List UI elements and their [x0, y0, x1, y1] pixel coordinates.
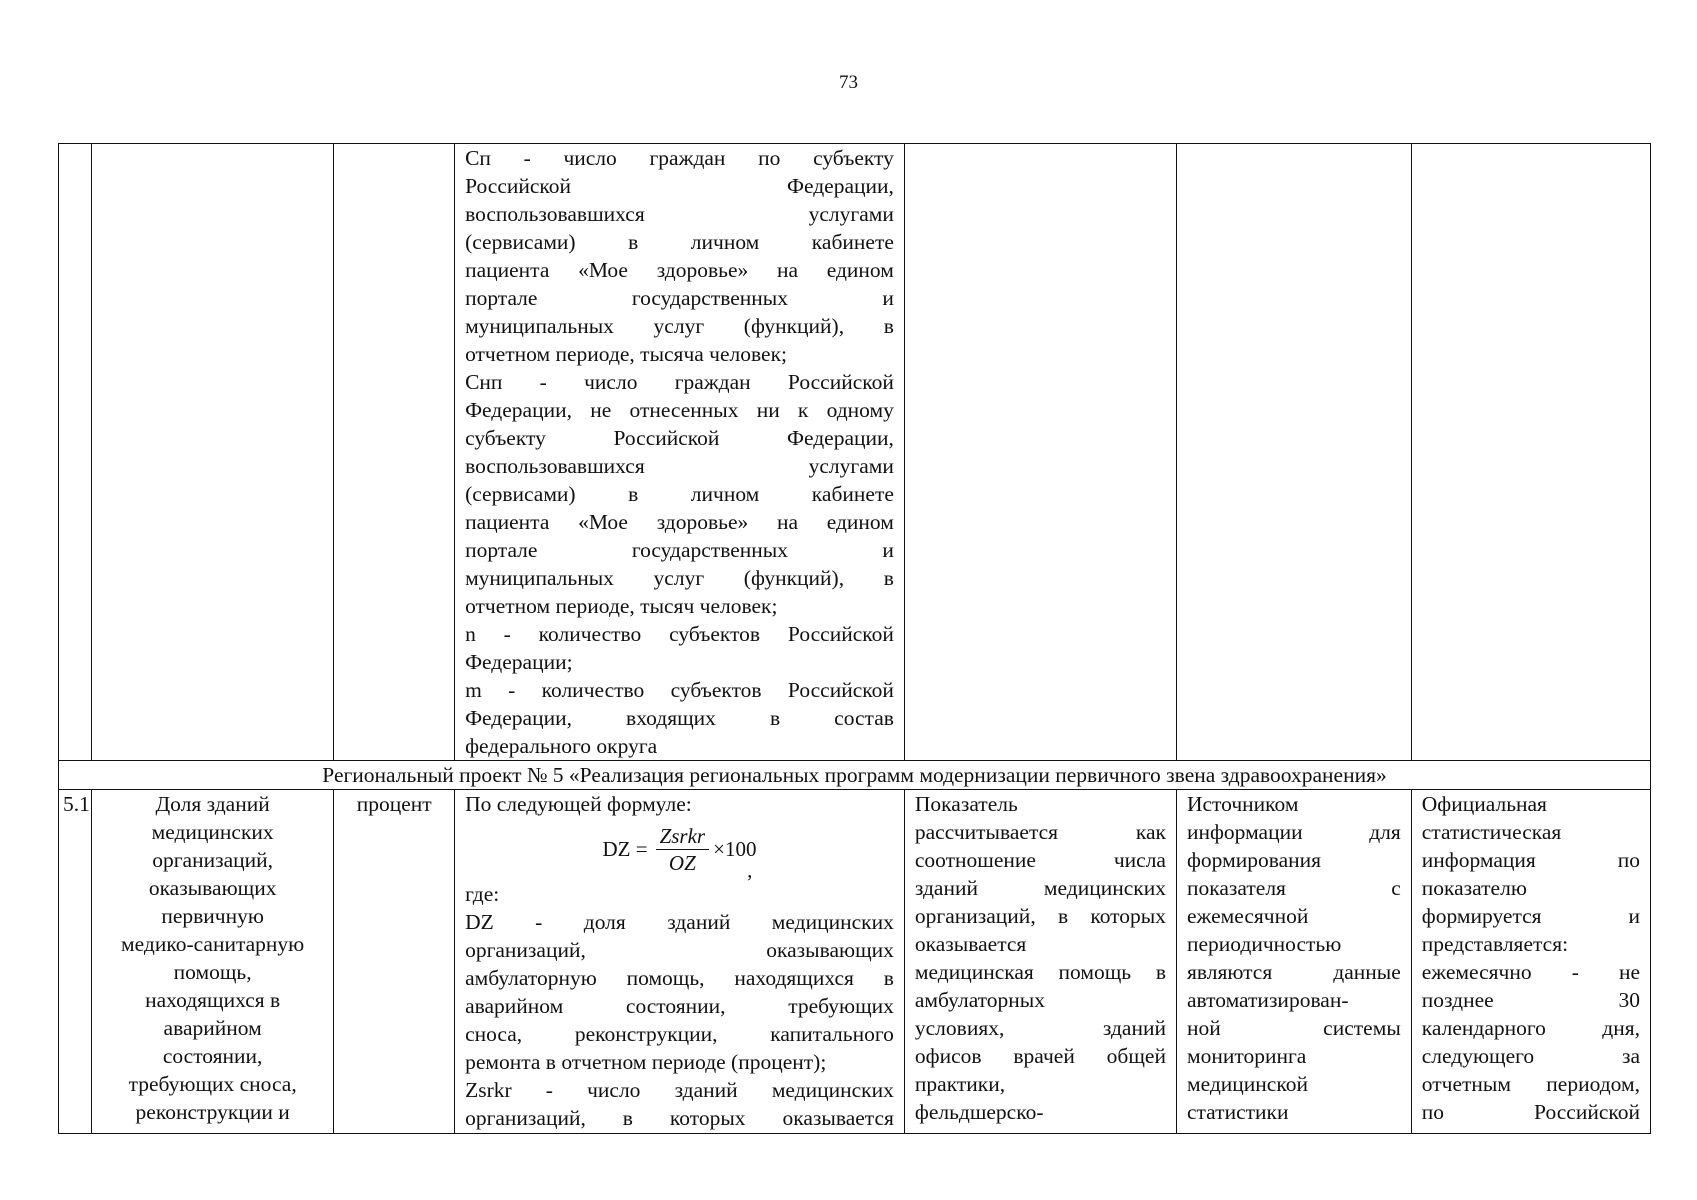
indicator-table [58, 143, 1651, 1134]
method-where: где: [465, 882, 500, 906]
method-intro: По следующей формуле: [465, 792, 692, 816]
page-number: 73 [839, 72, 858, 93]
cell-method-continued [455, 144, 905, 761]
text-line: медицинских [151, 820, 274, 844]
text-line: организаций, оказывающих [465, 938, 894, 962]
text-line: ежемесячно - не [1421, 960, 1640, 984]
text-line: оказывающих [148, 876, 277, 900]
table-row-continuation [59, 144, 1651, 761]
text-line: требующих сноса, [128, 1072, 297, 1096]
formula-fraction [656, 823, 710, 876]
text-line: помощь, [173, 960, 252, 984]
formula-multiplier: ×100 [713, 837, 757, 861]
text-line: условиях, зданий [914, 1016, 1166, 1040]
text-line: реконструкции и [135, 1100, 290, 1124]
text-line: оказывается [914, 932, 1027, 956]
text-line: зданий медицинских [914, 876, 1166, 900]
text-line: Сп - число граждан по субъекту [465, 146, 894, 170]
indicator-name-block [102, 790, 323, 1126]
text-line: медицинской [1186, 1072, 1308, 1096]
statistics-text [1422, 790, 1640, 1126]
formula-dz [465, 818, 894, 880]
text-line: муниципальных услуг (функций), в [465, 314, 894, 338]
cell-statistics [1411, 790, 1650, 1134]
text-line: представляется: [1421, 932, 1569, 956]
cell-indicator-name [91, 790, 333, 1134]
text-line: Доля зданий [155, 792, 270, 816]
text-line: статистическая [1421, 820, 1562, 844]
text-line: статистики [1186, 1100, 1289, 1124]
cell-stat-empty [1411, 144, 1650, 761]
text-line: следующего за [1421, 1044, 1640, 1068]
text-line: (сервисами) в личном кабинете [465, 230, 894, 254]
cell-unit-empty [334, 144, 455, 761]
text-line: ежемесячной [1186, 904, 1309, 928]
text-line: формируется и [1421, 904, 1640, 928]
text-line: по Российской [1421, 1100, 1640, 1124]
method-definitions [465, 908, 894, 1132]
cell-name-empty [91, 144, 333, 761]
text-line: показателя с [1186, 876, 1401, 900]
cell-source-empty [1176, 144, 1411, 761]
text-line: периодичностью [1186, 932, 1342, 956]
text-line: Источником [1186, 792, 1299, 816]
text-line: отчетном периоде, тысяча человек; [465, 342, 787, 366]
text-line: Федерации, входящих в состав [465, 706, 894, 730]
text-line: n - количество субъектов Российской [465, 622, 894, 646]
cell-calc-empty [904, 144, 1176, 761]
text-line: амбулаторных [914, 988, 1045, 1012]
text-line: офисов врачей общей [914, 1044, 1166, 1068]
text-line: муниципальных услуг (функций), в [465, 566, 894, 590]
text-line: мониторинга [1186, 1044, 1307, 1068]
formula-comma: , [747, 858, 753, 882]
text-line: позднее 30 [1421, 988, 1640, 1012]
text-line: находящихся в [145, 988, 281, 1012]
cell-number-empty [59, 144, 92, 761]
text-line: медицинская помощь в [914, 960, 1166, 984]
text-line: Снп - число граждан Российской [465, 370, 894, 394]
text-line: Показатель [914, 792, 1018, 816]
text-line: соотношение числа [914, 848, 1166, 872]
text-line: федерального округа [465, 734, 658, 758]
source-text [1187, 790, 1401, 1126]
text-line: Zsrkr - число зданий медицинских [465, 1078, 894, 1102]
formula-numerator: Zsrkr [656, 823, 710, 850]
text-line: медико-санитарную [121, 932, 305, 956]
text-line: показателю [1421, 876, 1527, 900]
table-row-section-header [59, 761, 1651, 790]
cell-calculation [904, 790, 1176, 1134]
text-line: ной системы [1186, 1016, 1401, 1040]
text-line: аварийном [163, 1016, 262, 1040]
cell-unit: процент [334, 790, 455, 1134]
text-line: сноса, реконструкции, капитального [465, 1022, 894, 1046]
text-line: пациента «Мое здоровье» на едином [465, 258, 894, 282]
cell-row-number: 5.1 [59, 790, 92, 1134]
text-line: Федерации, не отнесенных ни к одному [465, 398, 894, 422]
text-line: организаций, [152, 848, 274, 872]
text-line: ремонта в отчетном периоде (процент); [465, 1050, 827, 1074]
text-line: Российской Федерации, [465, 174, 894, 198]
text-line: рассчитывается как [914, 820, 1166, 844]
method-text-block [465, 144, 894, 760]
text-line: первичную [161, 904, 264, 928]
text-line: аварийном состоянии, требующих [465, 994, 894, 1018]
formula-denominator: OZ [668, 850, 696, 875]
text-line: воспользовавшихся услугами [465, 202, 894, 226]
text-line: информация по [1421, 848, 1640, 872]
text-line: являются данные [1186, 960, 1401, 984]
text-line: организаций, в которых оказывается [465, 1106, 894, 1130]
text-line: портале государственных и [465, 538, 894, 562]
text-line: m - количество субъектов Российской [465, 678, 894, 702]
calculation-text [915, 790, 1166, 1126]
text-line: (сервисами) в личном кабинете [465, 482, 894, 506]
text-line: информации для [1186, 820, 1401, 844]
text-line: воспользовавшихся услугами [465, 454, 894, 478]
text-line: организаций, в которых [914, 904, 1166, 928]
text-line: портале государственных и [465, 286, 894, 310]
text-line: отчетном периоде, тысяч человек; [465, 594, 778, 618]
text-line: пациента «Мое здоровье» на едином [465, 510, 894, 534]
text-line: календарного дня, [1421, 1016, 1640, 1040]
text-line: DZ - доля зданий медицинских [465, 910, 894, 934]
text-line: состоянии, [162, 1044, 263, 1068]
text-line: амбулаторную помощь, находящихся в [465, 966, 894, 990]
text-line: Федерации; [465, 650, 573, 674]
text-line: формирования [1186, 848, 1322, 872]
text-line: автоматизирован- [1186, 988, 1349, 1012]
table-row-5-1 [59, 790, 1651, 1134]
cell-method [455, 790, 905, 1134]
formula-lhs: DZ = [602, 837, 648, 861]
text-line: Официальная [1421, 792, 1547, 816]
cell-source [1176, 790, 1411, 1134]
text-line: фельдшерско- [914, 1100, 1044, 1124]
text-line: отчетным периодом, [1421, 1072, 1640, 1096]
text-line: практики, [914, 1072, 1006, 1096]
section-title: Региональный проект № 5 «Реализация региональных программ модернизации первичного звена здравоохранения» [59, 761, 1651, 790]
text-line: субъекту Российской Федерации, [465, 426, 894, 450]
